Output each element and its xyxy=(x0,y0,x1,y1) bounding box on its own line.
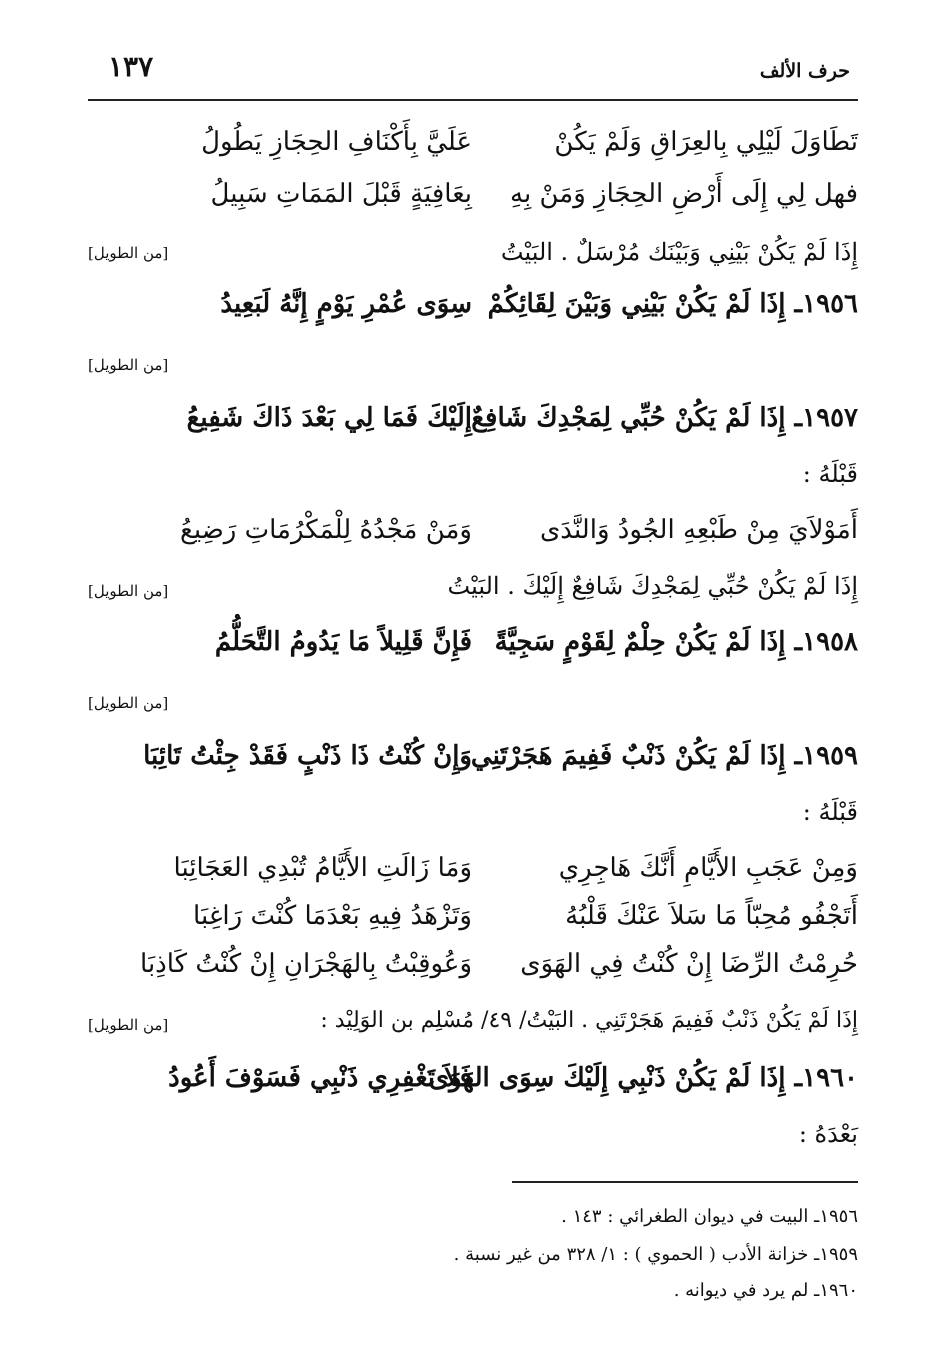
verse-1959-left: وَإِنْ كُنْتُ ذَا ذَنْبٍ فَقَدْ جِئْتُ تَائِبَا xyxy=(143,741,472,771)
verse-1960-right: ١٩٦٠ـ إِذَا لَمْ يَكُنْ ذَنْبِي إِلَيْكَ سِوَى الهَوَى xyxy=(428,1063,858,1093)
footnote-rule xyxy=(512,1181,858,1183)
verse-quote: إِذَا لَمْ يَكُنْ بَيْنِي وَبَيْنَك مُرْسَلٌ . البَيْتُ xyxy=(500,238,858,266)
verse-hemistich-right: فهل لِي إِلَى أَرْضِ الحِجَازِ وَمَنْ بِهِ xyxy=(510,179,858,209)
verse-hemistich-right: تَطَاوَلَ لَيْلِي بِالعِرَاقِ وَلَمْ يَكُنْ xyxy=(554,127,858,157)
footnote-1960: ١٩٦٠ـ لم يرد في ديوانه . xyxy=(673,1280,858,1301)
footnote-1959: ١٩٥٩ـ خزانة الأدب ( الحموي ) : ١/ ٣٢٨ من غير نسبة . xyxy=(453,1244,858,1265)
verse-hemistich-right: وَمِنْ عَجَبِ الأَيَّامِ أَنَّكَ هَاجِرِي xyxy=(558,853,858,883)
qablahu-label: قَبْلَهُ : xyxy=(802,798,858,826)
badahu-label: بَعْدَهُ : xyxy=(798,1120,858,1148)
page-header-title: حرف الألف xyxy=(759,60,850,82)
verse-quote: إِذَا لَمْ يَكُنْ حُبِّي لِمَجْدِكَ شَافِعٌ إِلَيْكَ . البَيْتُ xyxy=(447,572,858,600)
verse-quote: إِذَا لَمْ يَكُنْ ذَنْبٌ فَفِيمَ هَجَرْتَنِي . البَيْتُ/ ٤٩/ مُسْلِم بن الوَلِيْد : xyxy=(320,1008,858,1033)
verse-hemistich-left: وَمَنْ مَجْدُهُ لِلْمَكْرُمَاتِ رَضِيعُ xyxy=(180,515,472,545)
verse-1959-right: ١٩٥٩ـ إِذَا لَمْ يَكُنْ ذَنْبٌ فَفِيمَ هَجَرْتَنِي xyxy=(470,741,858,771)
verse-hemistich-left: وَتَزْهَدُ فِيهِ بَعْدَمَا كُنْتَ رَاغِبَا xyxy=(193,901,472,931)
verse-hemistich-left: وَمَا زَالَتِ الأَيَّامُ تُبْدِي العَجَائِبَا xyxy=(173,853,472,883)
meter-label: [من الطويل] xyxy=(88,694,169,712)
verse-1958-left: فَإِنَّ قَلِيلاً مَا يَدُومُ التَّحَلُّمُ xyxy=(214,627,472,657)
meter-label: [من الطويل] xyxy=(88,244,169,262)
meter-label: [من الطويل] xyxy=(88,356,169,374)
verse-hemistich-left: بِعَافِيَةٍ قَبْلَ المَمَاتِ سَبِيلُ xyxy=(210,179,472,209)
qablahu-label: قَبْلَهُ : xyxy=(802,460,858,488)
verse-hemistich-right: أَمَوْلاَيَ مِنْ طَبْعِهِ الجُودُ وَالنَّدَى xyxy=(539,515,858,545)
verse-hemistich-left: عَلَيَّ بِأَكْنَافِ الحِجَازِ يَطُولُ xyxy=(201,127,472,157)
verse-hemistich-right: حُرِمْتُ الرِّضَا إِنْ كُنْتُ فِي الهَوَى xyxy=(520,949,858,979)
verse-1956-right: ١٩٥٦ـ إِذَا لَمْ يَكُنْ بَيْنِي وَبَيْنَ لِقَائِكُمْ xyxy=(487,289,858,319)
verse-1956-left: سِوَى عُمْرِ يَوْمٍ إِنَّهُ لَبَعِيدُ xyxy=(220,289,472,319)
page-number: ١٣٧ xyxy=(108,50,154,83)
verse-1958-right: ١٩٥٨ـ إِذَا لَمْ يَكُنْ حِلْمٌ لِقَوْمٍ سَجِيَّةً xyxy=(494,627,858,657)
meter-label: [من الطويل] xyxy=(88,1016,169,1034)
header-rule xyxy=(88,99,858,101)
verse-1957-right: ١٩٥٧ـ إِذَا لَمْ يَكُنْ حُبِّي لِمَجْدِكَ شَافِعٌ xyxy=(471,403,858,433)
meter-label: [من الطويل] xyxy=(88,582,169,600)
verse-hemistich-left: وَعُوقِبْتُ بِالهَجْرَانِ إِنْ كُنْتُ كَاذِبَا xyxy=(140,949,472,979)
footnote-1956: ١٩٥٦ـ البيت في ديوان الطغرائي : ١٤٣ . xyxy=(561,1206,858,1227)
verse-1960-left: فَلاَ تَغْفِرِي ذَنْبِي فَسَوْفَ أَعُودُ xyxy=(168,1063,472,1093)
verse-hemistich-right: أَتَجْفُو مُحِبّاً مَا سَلاَ عَنْكَ قَلْبُهُ xyxy=(565,901,858,931)
verse-1957-left: إِلَيْكَ فَمَا لِي بَعْدَ ذَاكَ شَفِيعُ xyxy=(186,403,472,433)
